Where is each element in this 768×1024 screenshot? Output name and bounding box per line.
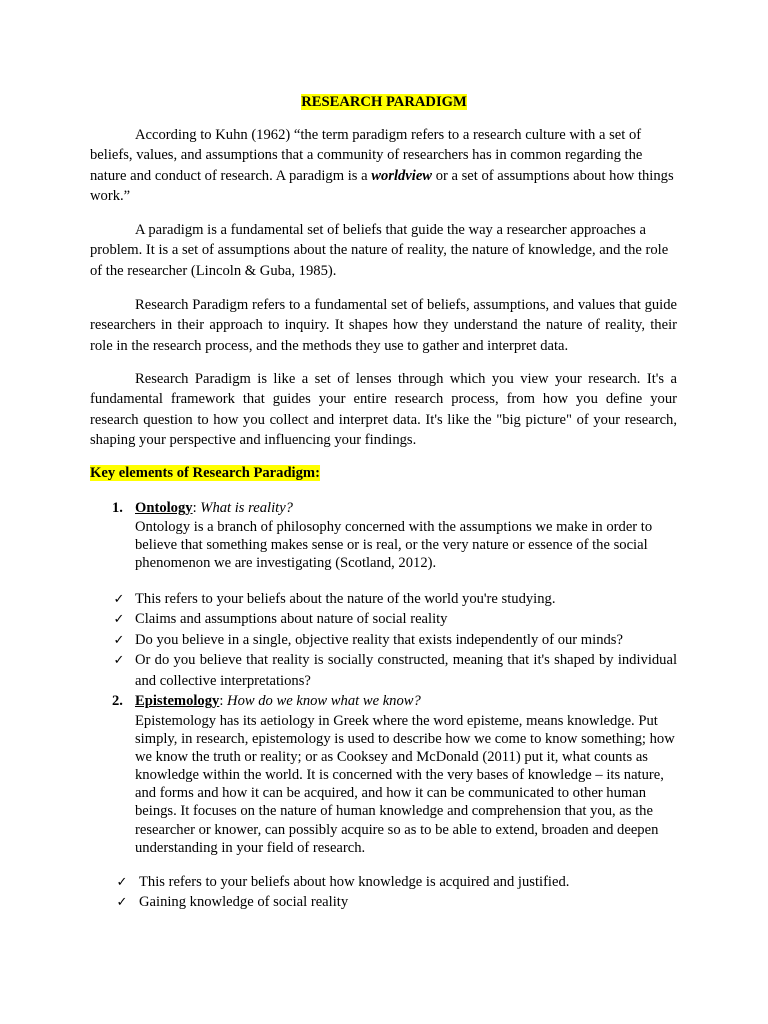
ontology-heading: Ontology: What is reality?	[135, 500, 293, 516]
paragraph-kuhn-definition: According to Kuhn (1962) “the term paradigm refers to a research culture with a set of beliefs, values, and assumptions that a community of researchers has in common regarding the nature and conduct of research. A paradigm is a worldview or a set of assumptions about how things work.”	[90, 127, 674, 204]
epistemology-description: Epistemology has its aetiology in Greek where the word episteme, means knowledge. Put simply, in research, epistemology is used to describe how we come to know something; how we know the truth or reality; or as Cooksey and McDonald (2011) put it, what counts as knowledge within the world. It is concerned with the very bases of knowledge – its nature, and forms and how it can be acquired, and how it can be communicated to other human beings. It focuses on the nature of human knowledge and comprehension that you, as the researcher or knower, can possibly acquire so as to be able to extend, broaden and deepen understanding in your field of research.	[135, 713, 675, 856]
epistemology-heading: Epistemology: How do we know what we know?	[135, 693, 421, 709]
ontology-bullet: Or do you believe that reality is socially constructed, meaning that it's shaped by individual and collective interpretations?	[135, 652, 677, 689]
worldview-emphasis: worldview	[371, 167, 433, 184]
paragraph-research-paradigm-definition: Research Paradigm refers to a fundamental set of beliefs, assumptions, and values that guide researchers in their approach to inquiry. It shapes how they understand the nature of reality, their role in the research process, and the methods they use to gather and interpret data.	[90, 297, 677, 354]
title-highlight: RESEARCH PARADIGM	[301, 94, 467, 110]
check-mark-icon: ✓	[116, 895, 128, 910]
check-mark-icon: ✓	[113, 653, 125, 668]
ontology-bullet: Do you believe in a single, objective reality that exists independently of our minds?	[135, 632, 623, 648]
paragraph-paradigm-beliefs: A paradigm is a fundamental set of beliefs that guide the way a researcher approaches a problem. It is a set of assumptions about the nature of reality, the nature of knowledge, and the role of the researcher (Lincoln & Guba, 1985).	[90, 222, 669, 279]
ontology-description: Ontology is a branch of philosophy concerned with the assumptions we make in order to believe that something makes sense or is real, or the very nature or essence of the social phenomenon we are investigating (Scotland, 2012).	[135, 519, 653, 572]
check-mark-icon: ✓	[113, 633, 125, 648]
ontology-bullet: Claims and assumptions about nature of social reality	[135, 611, 448, 627]
list-number: 2.	[112, 693, 123, 709]
paragraph-research-paradigm-lenses: Research Paradigm is like a set of lenses through which you view your research. It's a fundamental framework that guides your entire research process, from how you define your research question to how you collect and interpret data. It's like the "big picture" of your research, shaping your perspective and influencing your findings.	[90, 371, 677, 448]
check-mark-icon: ✓	[113, 592, 125, 607]
epistemology-question: How do we know what we know?	[227, 693, 421, 709]
check-mark-icon: ✓	[116, 875, 128, 890]
page-title	[0, 93, 768, 111]
epistemology-term: Epistemology	[135, 693, 220, 709]
ontology-bullet: This refers to your beliefs about the nature of the world you're studying.	[135, 591, 556, 607]
ontology-term: Ontology	[135, 500, 193, 516]
list-number: 1.	[112, 500, 123, 516]
epistemology-bullet: This refers to your beliefs about how knowledge is acquired and justified.	[139, 874, 570, 890]
ontology-question: What is reality?	[200, 500, 293, 516]
key-elements-heading: Key elements of Research Paradigm:	[90, 465, 320, 481]
check-mark-icon: ✓	[113, 612, 125, 627]
epistemology-bullet: Gaining knowledge of social reality	[139, 894, 349, 910]
